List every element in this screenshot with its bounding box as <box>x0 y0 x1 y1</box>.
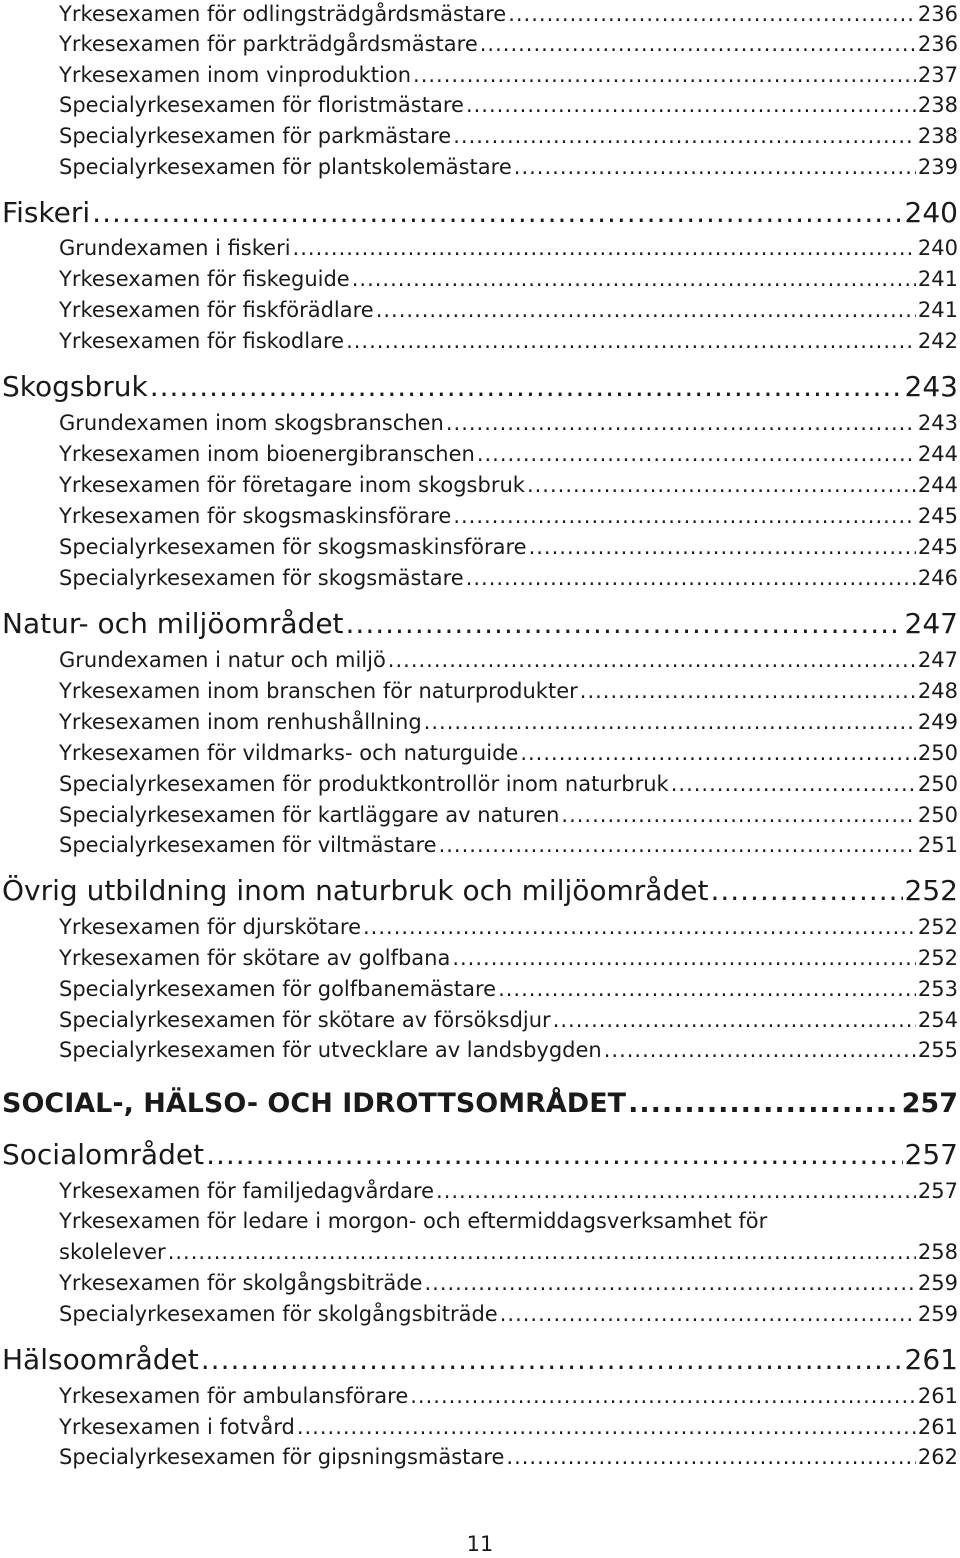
dot-leader <box>363 913 916 941</box>
toc-entry-page: 252 <box>917 915 958 939</box>
toc-entry <box>59 502 958 530</box>
dot-leader <box>466 91 916 119</box>
toc-entry <box>59 471 958 499</box>
toc-entry-label: Yrkesexamen för vildmarks- och naturguide <box>59 741 519 765</box>
toc-entry-page: 247 <box>904 607 958 640</box>
toc-entry <box>59 234 958 262</box>
toc-entry <box>59 409 958 437</box>
toc-entry <box>59 677 958 705</box>
toc-entry <box>59 944 958 972</box>
toc-entry-page: 244 <box>917 442 958 466</box>
dot-leader <box>514 153 916 181</box>
dot-leader <box>453 122 916 150</box>
toc-entry-label: Specialyrkesexamen för parkmästare <box>59 124 452 148</box>
toc-entry-page: 261 <box>917 1415 958 1439</box>
dot-leader <box>453 502 916 530</box>
toc-entry-label: Specialyrkesexamen för skolgångsbiträde <box>59 1302 498 1326</box>
toc-entry-page: 258 <box>917 1240 958 1264</box>
toc-entry-label: Specialyrkesexamen för skogsmaskinsförare <box>59 535 527 559</box>
toc-entry <box>59 801 958 829</box>
dot-leader <box>92 195 902 231</box>
toc-entry <box>59 1443 958 1471</box>
toc-entry-label: Yrkesexamen för fiskodlare <box>59 329 345 353</box>
toc-entry-label: Grundexamen i fiskeri <box>59 236 291 260</box>
toc-entry-label: Yrkesexamen för skötare av golfbana <box>59 946 451 970</box>
toc-entry-page: 236 <box>917 2 958 26</box>
toc-entry <box>59 1177 958 1205</box>
toc-entry-label: Socialområdet <box>2 1138 205 1171</box>
toc-entry <box>59 91 958 119</box>
dot-leader <box>424 1269 915 1297</box>
toc-entry-page: 241 <box>917 298 958 322</box>
dot-leader <box>168 1238 916 1266</box>
toc-entry-label: Yrkesexamen för skogsmaskinsförare <box>59 504 452 528</box>
toc-entry-label: Specialyrkesexamen för gipsningsmästare <box>59 1445 505 1469</box>
toc-entry-page: 240 <box>904 196 958 229</box>
dot-leader <box>439 831 916 859</box>
toc-entry-page: 243 <box>904 370 958 403</box>
toc-entry-label: skolelever <box>59 1240 166 1264</box>
toc-entry-page: 250 <box>917 741 958 765</box>
dot-leader <box>506 1443 916 1471</box>
toc-entry-label: Yrkesexamen för fiskeguide <box>59 267 350 291</box>
toc-entry <box>59 708 958 736</box>
toc-entry <box>59 975 958 1003</box>
dot-leader <box>376 296 916 324</box>
toc-entry-page: 238 <box>917 93 958 117</box>
toc-entry-label: Grundexamen inom skogsbranschen <box>59 411 444 435</box>
dot-leader <box>452 944 916 972</box>
toc-entry <box>59 913 958 941</box>
toc-section-heading <box>2 606 958 642</box>
toc-entry <box>59 1036 958 1064</box>
dot-leader <box>466 564 916 592</box>
toc-entry-page: 253 <box>917 977 958 1001</box>
toc-entry-page: 240 <box>917 236 958 260</box>
toc-entry-page: 252 <box>917 946 958 970</box>
toc-entry <box>59 61 958 89</box>
dot-leader <box>604 1036 916 1064</box>
toc-entry-page: 250 <box>917 803 958 827</box>
dot-leader <box>297 1413 916 1441</box>
dot-leader <box>580 677 916 705</box>
toc-entry <box>59 1300 958 1328</box>
toc-entry <box>59 265 958 293</box>
toc-entry-page: 257 <box>904 1138 958 1171</box>
toc-chapter-heading <box>2 1086 958 1122</box>
dot-leader <box>150 369 903 405</box>
dot-leader <box>201 1342 903 1378</box>
toc-section-heading <box>2 369 958 405</box>
dot-leader <box>527 471 916 499</box>
toc-entry-label: SOCIAL-, HÄLSO- OCH IDROTTSOMRÅDET <box>2 1088 627 1119</box>
toc-entry <box>59 296 958 324</box>
page-number: 11 <box>466 1532 494 1556</box>
toc-entry-page: 244 <box>917 473 958 497</box>
dot-leader <box>628 1086 900 1122</box>
toc-entry-page: 249 <box>917 710 958 734</box>
toc-entry-label: Specialyrkesexamen för kartläggare av naturen <box>59 803 560 827</box>
toc-entry <box>59 0 958 28</box>
toc-entry-label: Yrkesexamen för parkträdgårdsmästare <box>59 32 478 56</box>
toc-entry <box>59 30 958 58</box>
toc-entry-label: Specialyrkesexamen för produktkontrollör inom naturbruk <box>59 772 669 796</box>
dot-leader <box>520 739 916 767</box>
toc-entry-page: 250 <box>917 772 958 796</box>
dot-leader <box>293 234 916 262</box>
toc-entry <box>59 770 958 798</box>
toc-entry-label: Grundexamen i natur och miljö <box>59 648 386 672</box>
toc-entry <box>59 440 958 468</box>
toc-entry-page: 252 <box>904 874 958 907</box>
toc-entry-page: 245 <box>917 504 958 528</box>
toc-entry-page: 259 <box>917 1302 958 1326</box>
toc-entry-label: Yrkesexamen för företagare inom skogsbruk <box>59 473 525 497</box>
toc-entry-label: Yrkesexamen för odlingsträdgårdsmästare <box>59 2 507 26</box>
toc-entry-label: Yrkesexamen för ambulansförare <box>59 1384 409 1408</box>
toc-entry-label: Specialyrkesexamen för skogsmästare <box>59 566 464 590</box>
dot-leader <box>436 1177 916 1205</box>
toc-entry-label: Yrkesexamen inom renhushållning <box>59 710 422 734</box>
toc-entry-label: Specialyrkesexamen för skötare av försöksdjur <box>59 1008 551 1032</box>
dot-leader <box>500 1300 916 1328</box>
toc-entry-page: 255 <box>917 1038 958 1062</box>
toc-entry-page: 243 <box>917 411 958 435</box>
toc-entry-page: 261 <box>917 1384 958 1408</box>
toc-entry-page: 257 <box>901 1088 958 1119</box>
dot-leader <box>388 646 916 674</box>
dot-leader <box>561 801 916 829</box>
toc-entry-label: Yrkesexamen för ledare i morgon- och eftermiddagsverksamhet för <box>59 1209 768 1233</box>
toc-entry-page: 262 <box>917 1445 958 1469</box>
dot-leader <box>508 0 916 28</box>
toc-section-heading <box>2 1342 958 1378</box>
toc-entry <box>59 564 958 592</box>
toc-entry-label: Hälsoområdet <box>2 1343 199 1376</box>
toc-entry <box>59 1006 958 1034</box>
toc-entry-label: Specialyrkesexamen för utvecklare av landsbygden <box>59 1038 602 1062</box>
toc-entry <box>59 153 958 181</box>
toc-section-heading <box>2 195 958 231</box>
dot-leader <box>671 770 916 798</box>
toc-entry-label: Yrkesexamen inom branschen för naturprodukter <box>59 679 578 703</box>
toc-entry <box>59 646 958 674</box>
toc-entry-label: Yrkesexamen inom vinproduktion <box>59 63 412 87</box>
toc-entry-label: Specialyrkesexamen för floristmästare <box>59 93 464 117</box>
toc-entry-page: 245 <box>917 535 958 559</box>
toc-entry-label: Specialyrkesexamen för plantskolemästare <box>59 155 512 179</box>
toc-entry-label: Yrkesexamen inom bioenergibranschen <box>59 442 475 466</box>
toc-entry-page: 259 <box>917 1271 958 1295</box>
dot-leader <box>480 30 916 58</box>
toc-entry-label: Yrkesexamen för familjedagvårdare <box>59 1179 435 1203</box>
toc-entry <box>59 533 958 561</box>
toc-entry-label: Fiskeri <box>2 196 91 229</box>
toc-entry <box>59 739 958 767</box>
toc-entry-page: 251 <box>917 833 958 857</box>
toc-entry-label: Specialyrkesexamen för golfbanemästare <box>59 977 497 1001</box>
toc-entry-page: 242 <box>917 329 958 353</box>
dot-leader <box>346 606 903 642</box>
toc-entry-page: 261 <box>904 1343 958 1376</box>
dot-leader <box>206 1137 902 1173</box>
toc-entry <box>59 1238 958 1266</box>
toc-entry-page: 239 <box>917 155 958 179</box>
toc-section-heading <box>2 1137 958 1173</box>
toc-entry-label: Yrkesexamen för djurskötare <box>59 915 361 939</box>
toc-entry <box>59 327 958 355</box>
toc-entry <box>59 1269 958 1297</box>
toc-entry-label: Yrkesexamen i fotvård <box>59 1415 295 1439</box>
toc-entry-page: 248 <box>917 679 958 703</box>
toc-entry-page: 237 <box>917 63 958 87</box>
toc-entry-label: Yrkesexamen för fiskförädlare <box>59 298 374 322</box>
dot-leader <box>410 1382 916 1410</box>
toc-entry-page: 246 <box>917 566 958 590</box>
toc-entry-label: Övrig utbildning inom naturbruk och miljöområdet <box>2 874 709 907</box>
dot-leader <box>352 265 916 293</box>
toc-section-heading <box>2 873 958 909</box>
toc-entry-page: 257 <box>917 1179 958 1203</box>
dot-leader <box>346 327 916 355</box>
dot-leader <box>498 975 916 1003</box>
toc-entry <box>59 1382 958 1410</box>
toc-entry <box>59 122 958 150</box>
dot-leader <box>446 409 916 437</box>
dot-leader <box>424 708 916 736</box>
toc-entry <box>59 1413 958 1441</box>
dot-leader <box>529 533 916 561</box>
toc-entry-page: 254 <box>917 1008 958 1032</box>
toc-entry-page: 247 <box>917 648 958 672</box>
toc-entry-label: Skogsbruk <box>2 370 148 403</box>
toc-entry <box>59 831 958 859</box>
dot-leader <box>553 1006 916 1034</box>
toc-entry-label: Yrkesexamen för skolgångsbiträde <box>59 1271 423 1295</box>
toc-entry-page: 241 <box>917 267 958 291</box>
toc-entry-label: Natur- och miljöområdet <box>2 607 344 640</box>
toc-entry-page: 236 <box>917 32 958 56</box>
toc-entry-first-line <box>59 1207 958 1235</box>
toc-entry-label: Specialyrkesexamen för viltmästare <box>59 833 437 857</box>
dot-leader <box>477 440 916 468</box>
dot-leader <box>413 61 916 89</box>
dot-leader <box>710 873 902 909</box>
toc-entry-page: 238 <box>917 124 958 148</box>
